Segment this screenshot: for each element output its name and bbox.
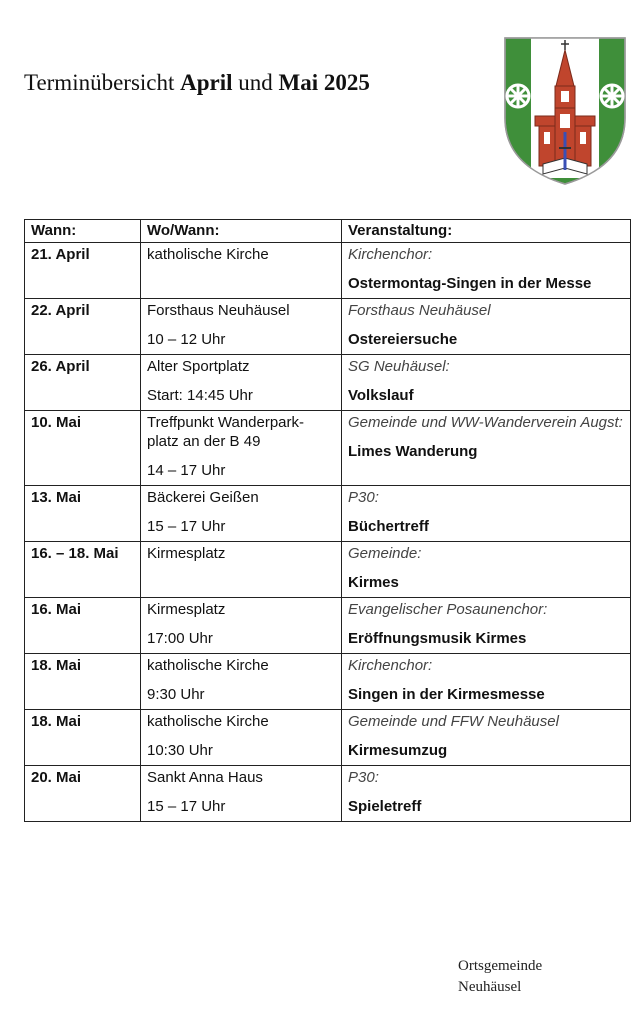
coat-of-arms-icon: [503, 36, 627, 186]
organizer-text: SG Neuhäusel:: [348, 358, 450, 375]
cell-where: [141, 411, 342, 486]
organizer-text: Gemeinde und WW-Wanderverein Augst:: [348, 414, 623, 431]
location-text: Forsthaus Neuhäusel: [147, 302, 290, 319]
time-text: 10 – 12 Uhr: [147, 331, 226, 348]
table-row: [25, 710, 631, 766]
cell-when: [25, 654, 141, 710]
time-text: Start: 14:45 Uhr: [147, 387, 253, 404]
event-title: Eröffnungsmusik Kirmes: [348, 630, 527, 647]
cell-where: [141, 486, 342, 542]
organizer-text: Forsthaus Neuhäusel: [348, 302, 491, 319]
table-row: [25, 411, 631, 486]
location-text: Bäckerei Geißen: [147, 489, 259, 506]
cell-event: [342, 598, 631, 654]
cell-when: [25, 710, 141, 766]
time-text: 15 – 17 Uhr: [147, 518, 226, 535]
table-row: [25, 766, 631, 822]
cell-event: [342, 654, 631, 710]
cell-when: [25, 299, 141, 355]
event-title: Kirmesumzug: [348, 742, 448, 759]
organizer-text: Kirchenchor:: [348, 657, 433, 674]
location-text: katholische Kirche: [147, 657, 269, 674]
cell-where: [141, 598, 342, 654]
events-table: [24, 219, 631, 822]
time-text: 14 – 17 Uhr: [147, 462, 226, 479]
table-row: [25, 486, 631, 542]
organizer-text: Gemeinde:: [348, 545, 422, 562]
cell-when: [25, 243, 141, 299]
cell-where: [141, 299, 342, 355]
date-text: 21. April: [31, 246, 90, 263]
cell-event: [342, 243, 631, 299]
location-text: katholische Kirche: [147, 713, 269, 730]
organizer-text: P30:: [348, 769, 379, 786]
organizer-text: Kirchenchor:: [348, 246, 433, 263]
footer-sender: [458, 956, 542, 998]
date-text: 18. Mai: [31, 657, 82, 674]
cell-when: [25, 411, 141, 486]
title-part-1: Terminübersicht: [24, 70, 181, 95]
time-text: 9:30 Uhr: [147, 686, 205, 703]
header-wo-wann: Wo/Wann:: [141, 220, 342, 243]
cell-event: [342, 766, 631, 822]
cell-where: [141, 654, 342, 710]
date-text: 10. Mai: [31, 414, 82, 431]
table-row: [25, 355, 631, 411]
cell-when: [25, 355, 141, 411]
table-row: [25, 654, 631, 710]
cell-event: [342, 710, 631, 766]
event-title: Ostermontag-Singen in der Messe: [348, 275, 592, 292]
date-text: 13. Mai: [31, 489, 82, 506]
title-part-april: April: [180, 70, 233, 95]
cell-when: [25, 542, 141, 598]
organizer-text: Evangelischer Posaunenchor:: [348, 601, 548, 618]
time-text: 17:00 Uhr: [147, 630, 213, 647]
cell-when: [25, 486, 141, 542]
date-text: 26. April: [31, 358, 90, 375]
location-text: Alter Sportplatz: [147, 358, 250, 375]
wheel-right-icon: [601, 85, 623, 107]
table-row: [25, 542, 631, 598]
cell-where: [141, 710, 342, 766]
header-wann: Wann:: [25, 220, 141, 243]
location-text: katholische Kirche: [147, 246, 269, 263]
cell-event: [342, 355, 631, 411]
title-part-mai: Mai 2025: [278, 70, 370, 95]
cell-event: [342, 486, 631, 542]
event-title: Spieletreff: [348, 798, 422, 815]
location-text: Treffpunkt Wanderpark-platz an der B 49: [147, 414, 305, 450]
location-text: Sankt Anna Haus: [147, 769, 263, 786]
table-row: [25, 299, 631, 355]
organizer-text: P30:: [348, 489, 379, 506]
event-title: Limes Wanderung: [348, 443, 478, 460]
cell-where: [141, 355, 342, 411]
cell-where: [141, 243, 342, 299]
location-text: Kirmesplatz: [147, 601, 226, 618]
wheel-left-icon: [507, 85, 529, 107]
cell-where: [141, 766, 342, 822]
cell-where: [141, 542, 342, 598]
page-title: [24, 70, 370, 96]
event-title: Singen in der Kirmesmesse: [348, 686, 545, 703]
table-header-row: [25, 220, 631, 243]
event-title: Kirmes: [348, 574, 399, 591]
date-text: 22. April: [31, 302, 90, 319]
date-text: 20. Mai: [31, 769, 82, 786]
location-text: Kirmesplatz: [147, 545, 226, 562]
cell-when: [25, 766, 141, 822]
cell-event: [342, 411, 631, 486]
date-text: 16. Mai: [31, 601, 82, 618]
header-veranstaltung: Veranstaltung:: [342, 220, 631, 243]
event-title: Volkslauf: [348, 387, 414, 404]
cell-event: [342, 299, 631, 355]
footer-line-1: Ortsgemeinde: [458, 958, 543, 974]
date-text: 16. – 18. Mai: [31, 545, 119, 562]
event-title: Büchertreff: [348, 518, 429, 535]
time-text: 10:30 Uhr: [147, 742, 213, 759]
event-title: Ostereiersuche: [348, 331, 458, 348]
table-row: [25, 598, 631, 654]
cell-when: [25, 598, 141, 654]
date-text: 18. Mai: [31, 713, 82, 730]
cell-event: [342, 542, 631, 598]
footer-line-2: Neuhäusel: [458, 979, 522, 995]
title-part-3: und: [232, 70, 279, 95]
time-text: 15 – 17 Uhr: [147, 798, 226, 815]
organizer-text: Gemeinde und FFW Neuhäusel: [348, 713, 559, 730]
table-row: [25, 243, 631, 299]
